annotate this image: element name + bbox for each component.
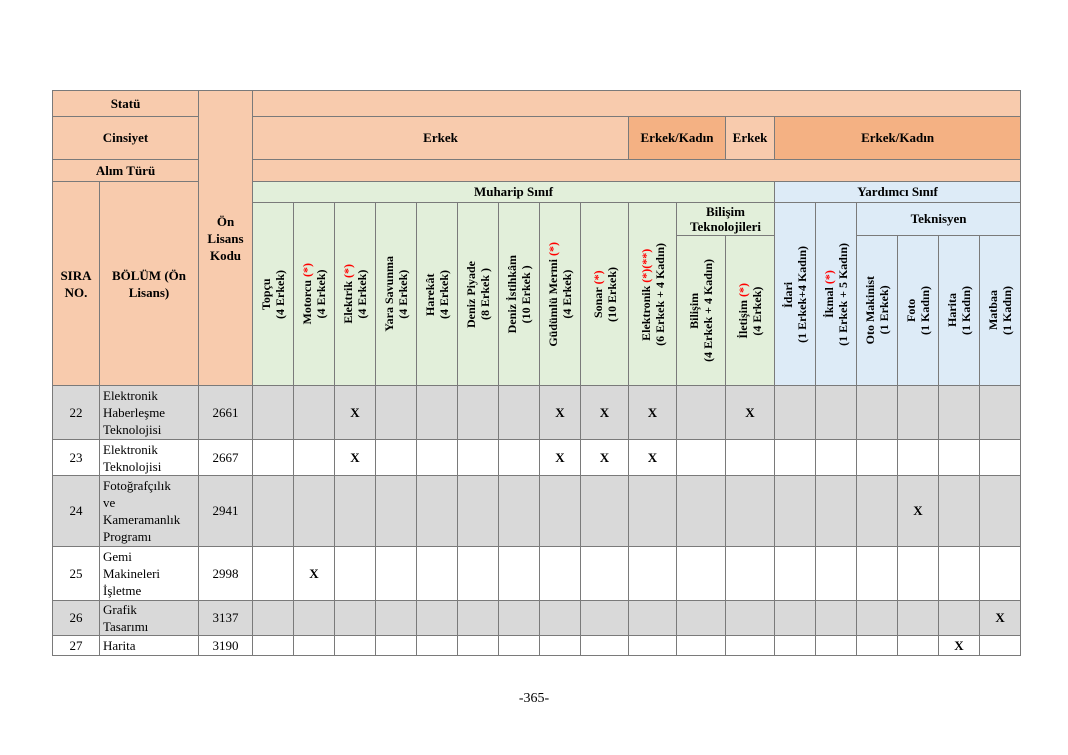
mark-cell xyxy=(980,547,1021,601)
mark-cell xyxy=(458,601,499,636)
mark-cell xyxy=(980,636,1021,656)
mark-cell xyxy=(376,386,417,440)
bolum-cell xyxy=(100,601,199,636)
column-quota: (10 Erkek) xyxy=(604,266,619,322)
mark-cell xyxy=(376,476,417,547)
column-quota: (1 Erkek+4 Kadın) xyxy=(795,245,809,343)
mark-cell xyxy=(775,601,816,636)
statu-label: Statü xyxy=(53,91,199,117)
sira-no-cell: 22 xyxy=(53,386,100,440)
column-quota: (4 Erkek) xyxy=(273,269,287,319)
mark-cell xyxy=(253,547,294,601)
mark-cell xyxy=(677,476,726,547)
column-name: Deniz İstihkâm xyxy=(505,254,519,334)
mark-cell xyxy=(857,386,898,440)
alim-turu-value-cell xyxy=(253,160,1021,182)
column-name: İdari xyxy=(781,280,795,307)
mark-cell xyxy=(629,601,677,636)
mark-cell xyxy=(857,440,898,476)
mark-cell xyxy=(629,636,677,656)
kod-cell: 2667 xyxy=(199,440,253,476)
column-name: Harita xyxy=(945,293,959,328)
gender-group-erkek-kadin-1: Erkek/Kadın xyxy=(629,117,726,160)
mark-cell xyxy=(499,547,540,601)
mark-cell xyxy=(677,547,726,601)
gender-group-erkek-kadin-2: Erkek/Kadın xyxy=(775,117,1021,160)
column-header-13 xyxy=(775,203,816,386)
mark-cell: X xyxy=(581,440,629,476)
mark-cell xyxy=(540,601,581,636)
mark-cell: X xyxy=(540,440,581,476)
kod-cell: 2998 xyxy=(199,547,253,601)
mark-cell xyxy=(939,601,980,636)
bolum-line: Gemi xyxy=(103,549,132,564)
column-name: Deniz Piyade xyxy=(464,260,478,328)
mark-cell xyxy=(294,386,335,440)
mark-cell xyxy=(499,476,540,547)
column-name: Oto Makinist xyxy=(863,276,877,345)
mark-cell xyxy=(376,547,417,601)
bolum-cell xyxy=(100,440,199,476)
column-quota: (4 Erkek) xyxy=(355,269,369,319)
mark-cell: X xyxy=(540,386,581,440)
column-quota: (4 Erkek) xyxy=(750,286,764,335)
column-red-note: (*) xyxy=(546,241,560,256)
bolum-line: Elektronik xyxy=(103,388,158,403)
column-red-note: (*) xyxy=(590,270,605,285)
mark-cell xyxy=(939,440,980,476)
mark-cell xyxy=(417,476,458,547)
table-row xyxy=(53,476,1021,547)
mark-cell xyxy=(253,440,294,476)
teknisyen-header: Teknisyen xyxy=(857,203,1021,236)
mark-cell xyxy=(726,440,775,476)
bolum-line: Makineleri xyxy=(103,566,161,581)
bilisim-teknolojileri-header: Bilişim Teknolojileri xyxy=(677,203,775,236)
bolum-cell xyxy=(100,386,199,440)
column-header-14 xyxy=(816,203,857,386)
column-header-8 xyxy=(540,203,581,386)
mark-cell xyxy=(417,440,458,476)
column-red-note: (*) xyxy=(736,282,750,297)
mark-cell xyxy=(540,547,581,601)
bolum-line: ve xyxy=(103,495,116,510)
bolum-line: Teknolojisi xyxy=(103,458,162,474)
mark-cell xyxy=(677,636,726,656)
bolum-header: BÖLÜM (Ön Lisans) xyxy=(100,182,199,386)
gender-group-erkek-1: Erkek xyxy=(253,117,629,160)
bolum-cell xyxy=(100,476,199,547)
mark-cell xyxy=(726,547,775,601)
bolum-cell xyxy=(100,636,199,656)
mark-cell xyxy=(629,476,677,547)
mark-cell xyxy=(294,636,335,656)
mark-cell xyxy=(294,601,335,636)
mark-cell xyxy=(417,601,458,636)
on-lisans-kodu-header: Ön Lisans Kodu xyxy=(199,91,253,386)
column-quota: (4 Erkek) xyxy=(314,269,328,319)
column-quota: (4 Erkek) xyxy=(560,269,574,319)
mark-cell xyxy=(499,636,540,656)
sira-no-cell: 27 xyxy=(53,636,100,656)
mark-cell xyxy=(581,636,629,656)
column-name: Sonar xyxy=(590,287,605,318)
kod-cell: 3137 xyxy=(199,601,253,636)
sira-no-cell: 25 xyxy=(53,547,100,601)
statu-value-cell xyxy=(253,91,1021,117)
gender-group-erkek-2: Erkek xyxy=(726,117,775,160)
mark-cell xyxy=(816,386,857,440)
mark-cell xyxy=(857,476,898,547)
mark-cell xyxy=(775,386,816,440)
column-header-2 xyxy=(294,203,335,386)
mark-cell xyxy=(726,636,775,656)
sira-no-cell: 24 xyxy=(53,476,100,547)
bolum-line: Elektronik xyxy=(103,441,158,457)
mark-cell xyxy=(775,440,816,476)
mark-cell xyxy=(980,476,1021,547)
mark-cell xyxy=(775,476,816,547)
bolum-line: Programı xyxy=(103,529,152,544)
mark-cell xyxy=(726,476,775,547)
mark-cell xyxy=(417,636,458,656)
column-header-3 xyxy=(335,203,376,386)
bolum-line: Harita xyxy=(103,638,136,653)
column-red-note: (*)(**) xyxy=(638,247,653,282)
mark-cell: X xyxy=(294,547,335,601)
column-header-18 xyxy=(980,236,1021,386)
mark-cell xyxy=(540,636,581,656)
mark-cell xyxy=(677,440,726,476)
column-header-5 xyxy=(417,203,458,386)
mark-cell xyxy=(499,601,540,636)
kod-cell: 3190 xyxy=(199,636,253,656)
mark-cell: X xyxy=(335,440,376,476)
column-red-note: (*) xyxy=(341,264,355,279)
alim-turu-label: Alım Türü xyxy=(53,160,199,182)
column-name: Foto xyxy=(904,298,918,323)
kod-cell: 2941 xyxy=(199,476,253,547)
mark-cell xyxy=(335,601,376,636)
column-name: Elektrik xyxy=(341,281,355,324)
mark-cell: X xyxy=(629,440,677,476)
page-number: -365- xyxy=(518,691,550,706)
mark-cell: X xyxy=(581,386,629,440)
column-name: Güdümlü Mermi xyxy=(546,258,560,347)
column-quota: (4 Erkek) xyxy=(396,269,410,319)
column-header-12 xyxy=(726,236,775,386)
bolum-line: Tasarımı xyxy=(103,619,149,634)
bolum-line: Haberleşme xyxy=(103,405,166,420)
mark-cell xyxy=(677,386,726,440)
column-quota: (4 Erkek) xyxy=(437,269,451,319)
column-name: İletişim xyxy=(736,299,750,339)
bolum-cell xyxy=(100,547,199,601)
column-name: Yara Savunma xyxy=(382,256,396,332)
muharip-sinif-header: Muharip Sınıf xyxy=(253,182,775,203)
mark-cell xyxy=(898,386,939,440)
mark-cell: X xyxy=(629,386,677,440)
column-header-15 xyxy=(857,236,898,386)
mark-cell xyxy=(816,636,857,656)
mark-cell xyxy=(677,601,726,636)
mark-cell: X xyxy=(980,601,1021,636)
mark-cell xyxy=(816,601,857,636)
column-quota: (1 Kadın) xyxy=(1000,285,1015,335)
table-row xyxy=(53,636,1021,656)
table-row xyxy=(53,386,1021,440)
column-red-note: (*) xyxy=(822,270,836,285)
kod-cell: 2661 xyxy=(199,386,253,440)
sira-no-header: SIRA NO. xyxy=(53,182,100,386)
column-quota: (4 Erkek + 4 Kadın) xyxy=(701,259,715,362)
mark-cell xyxy=(581,476,629,547)
mark-cell xyxy=(726,601,775,636)
mark-cell xyxy=(939,547,980,601)
mark-cell xyxy=(376,601,417,636)
bolum-line: İşletme xyxy=(103,583,142,598)
mark-cell xyxy=(253,476,294,547)
mark-cell: X xyxy=(726,386,775,440)
mark-cell xyxy=(581,601,629,636)
mark-cell xyxy=(540,476,581,547)
mark-cell: X xyxy=(898,476,939,547)
mark-cell xyxy=(458,476,499,547)
mark-cell xyxy=(816,476,857,547)
column-header-16 xyxy=(898,236,939,386)
bolum-line: Kameramanlık xyxy=(103,512,181,527)
mark-cell xyxy=(294,440,335,476)
column-quota: (8 Erkek ) xyxy=(478,268,492,320)
column-header-17 xyxy=(939,236,980,386)
sira-no-cell: 26 xyxy=(53,601,100,636)
mark-cell xyxy=(816,440,857,476)
mark-cell xyxy=(775,636,816,656)
cinsiyet-label: Cinsiyet xyxy=(53,117,199,160)
column-quota: (1 Erkek) xyxy=(877,286,891,335)
column-name: Matbaa xyxy=(986,290,1001,331)
mark-cell xyxy=(980,440,1021,476)
column-quota: (1 Kadın) xyxy=(918,285,932,335)
column-red-note: (*) xyxy=(300,263,314,278)
bolum-line: Fotoğrafçılık xyxy=(103,478,171,493)
mark-cell xyxy=(458,386,499,440)
mark-cell xyxy=(898,440,939,476)
mark-cell xyxy=(294,476,335,547)
mark-cell xyxy=(980,386,1021,440)
yardimci-sinif-header: Yardımcı Sınıf xyxy=(775,182,1021,203)
sira-no-cell: 23 xyxy=(53,440,100,476)
column-name: Topçu xyxy=(259,278,273,310)
mark-cell xyxy=(857,601,898,636)
mark-cell xyxy=(939,476,980,547)
column-quota: (1 Kadın) xyxy=(959,285,973,335)
column-header-7 xyxy=(499,203,540,386)
column-quota: (1 Erkek + 5 Kadın) xyxy=(836,242,850,346)
column-name: Harekât xyxy=(423,272,437,316)
column-header-6 xyxy=(458,203,499,386)
mark-cell xyxy=(458,547,499,601)
mark-cell xyxy=(458,440,499,476)
mark-cell xyxy=(775,547,816,601)
column-quota: (6 Erkek + 4 Kadın) xyxy=(652,242,667,346)
column-header-10 xyxy=(629,203,677,386)
column-name: Elektronik xyxy=(638,284,653,341)
mark-cell xyxy=(499,386,540,440)
mark-cell xyxy=(376,440,417,476)
table-row xyxy=(53,547,1021,601)
column-header-1 xyxy=(253,203,294,386)
mark-cell: X xyxy=(939,636,980,656)
mark-cell xyxy=(335,476,376,547)
table-row xyxy=(53,601,1021,636)
table-row xyxy=(53,440,1021,476)
mark-cell xyxy=(581,547,629,601)
bolum-line: Teknolojisi xyxy=(103,422,162,437)
mark-cell xyxy=(816,547,857,601)
mark-cell xyxy=(939,386,980,440)
bolum-line: Grafik xyxy=(103,602,137,617)
mark-cell xyxy=(335,547,376,601)
mark-cell xyxy=(898,636,939,656)
mark-cell xyxy=(253,636,294,656)
mark-cell xyxy=(898,547,939,601)
mark-cell xyxy=(335,636,376,656)
mark-cell xyxy=(499,440,540,476)
mark-cell xyxy=(253,601,294,636)
mark-cell xyxy=(857,636,898,656)
mark-cell xyxy=(458,636,499,656)
column-quota: (10 Erkek ) xyxy=(519,265,533,323)
column-header-11 xyxy=(677,236,726,386)
mark-cell xyxy=(253,386,294,440)
mark-cell xyxy=(417,386,458,440)
mark-cell xyxy=(629,547,677,601)
quota-table xyxy=(52,90,1021,656)
mark-cell: X xyxy=(335,386,376,440)
column-name: İkmal xyxy=(822,287,836,318)
column-header-4 xyxy=(376,203,417,386)
column-name: Bilişim xyxy=(687,292,701,329)
mark-cell xyxy=(417,547,458,601)
column-header-9 xyxy=(581,203,629,386)
mark-cell xyxy=(898,601,939,636)
column-name: Motorcu xyxy=(300,280,314,325)
mark-cell xyxy=(376,636,417,656)
mark-cell xyxy=(857,547,898,601)
